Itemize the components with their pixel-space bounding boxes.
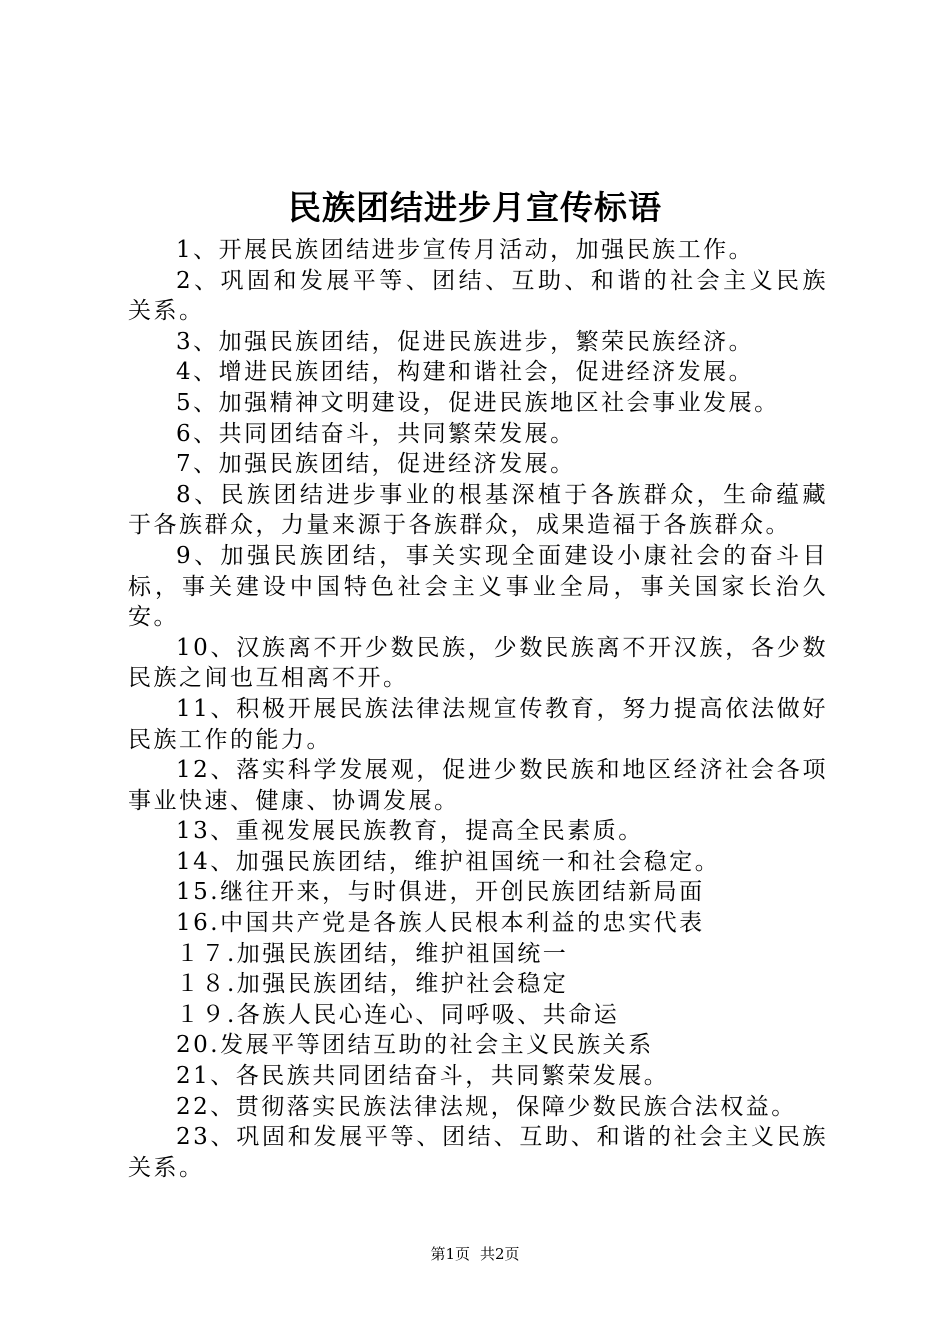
slogan-paragraph: １９.各族人民心连心、同呼吸、共命运 [176,1001,620,1028]
slogan-paragraph: １７.加强民族团结，维护祖国统一 [176,940,569,967]
slogan-paragraph: 13、重视发展民族教育，提高全民素质。 [176,818,644,845]
slogan-paragraph: 23、巩固和发展平等、团结、互助、和谐的社会主义民族关系。 [128,1124,828,1181]
slogan-paragraph: 21、各民族共同团结奋斗，共同繁荣发展。 [176,1063,670,1090]
slogan-paragraph: 9、加强民族团结，事关实现全面建设小康社会的奋斗目标，事关建设中国特色社会主义事业全局，事关国家长治久安。 [128,542,828,631]
slogan-paragraph: 22、贯彻落实民族法律法规，保障少数民族合法权益。 [176,1093,797,1120]
slogan-paragraph: 11、积极开展民族法律法规宣传教育，努力提高依法做好民族工作的能力。 [128,695,828,753]
document-body [128,235,828,1183]
slogan-paragraph: 20.发展平等团结互助的社会主义民族关系 [176,1032,654,1059]
slogan-paragraph: 2、巩固和发展平等、团结、互助、和谐的社会主义民族关系。 [128,267,828,325]
slogan-paragraph: 10、汉族离不开少数民族，少数民族离不开汉族，各少数民族之间也互相离不开。 [128,634,828,692]
slogan-paragraph: 14、加强民族团结，维护祖国统一和社会稳定。 [176,848,721,875]
page-number-total: 共2页 [480,1245,520,1263]
slogan-paragraph: 3、加强民族团结，促进民族进步，繁荣民族经济。 [176,328,755,355]
page-footer [0,1244,950,1264]
slogan-paragraph: 4、增进民族团结，构建和谐社会，促进经济发展。 [176,359,755,386]
slogan-paragraph: 12、落实科学发展观，促进少数民族和地区经济社会各项事业快速、健康、协调发展。 [128,757,828,814]
slogan-paragraph: 5、加强精神文明建设，促进民族地区社会事业发展。 [176,389,780,416]
slogan-paragraph: 7、加强民族团结，促进经济发展。 [176,451,576,478]
slogan-paragraph: 8、民族团结进步事业的根基深植于各族群众，生命蕴藏于各族群众，力量来源于各族群众，成果造福于各族群众。 [128,481,828,539]
page-number-current: 第1页 [430,1245,470,1263]
document-title: 民族团结进步月宣传标语 [288,188,662,227]
slogan-paragraph: 16.中国共产党是各族人民根本利益的忠实代表 [176,910,705,937]
slogan-paragraph: 15.继往开来，与时俱进，开创民族团结新局面 [176,879,705,906]
slogan-paragraph: １８.加强民族团结，维护社会稳定 [176,971,569,998]
slogan-paragraph: 6、共同团结奋斗，共同繁荣发展。 [176,420,576,447]
slogan-paragraph: 1、开展民族团结进步宣传月活动，加强民族工作。 [176,237,755,263]
